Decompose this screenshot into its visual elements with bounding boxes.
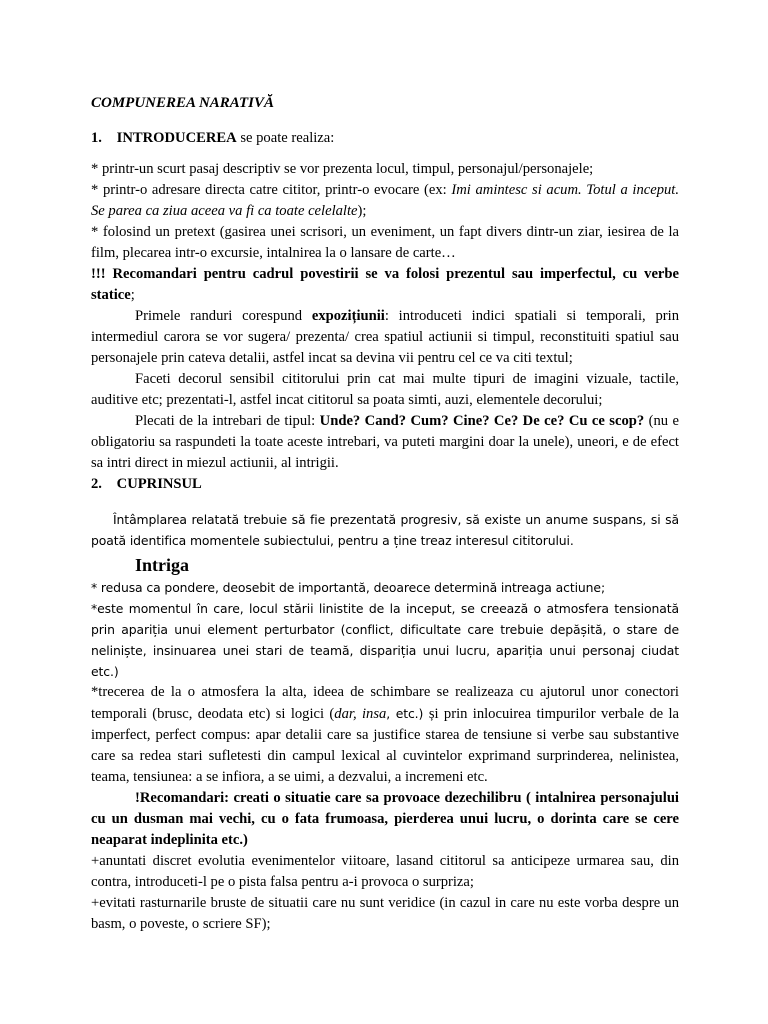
- document-title: COMPUNEREA NARATIVĂ: [91, 95, 274, 111]
- paragraph-expozitiune: Primele randuri corespund expozițiunii: introduceti indici spatiali si temporali, prin intermediul carora se vor sugera/ prezenta/ crea spatiul actiunii si timpul, reconstituiti spatiul sau personajele prin cateva detalii, astfel incat sa devina vii pentru cel ce va citi textul;: [91, 308, 679, 366]
- recommendation-cadru: !!! Recomandari pentru cadrul povestirii se va folosi prezentul sau imperfectul, cu verbe statice;: [91, 266, 679, 303]
- plus-item-anticipate: +anuntati discret evolutia evenimentelor viitoare, lasand cititorul sa anticipeze urmarea sau, din contra, introduceti-l pe o pista falsa pentru a-i provoca o surpriza;: [91, 853, 679, 890]
- intriga-item-trecere: *trecerea de la o atmosfera la alta, ideea de schimbare se realizeaza cu ajutorul unor conectori temporali (brusc, deodata etc) si logici (dar, insa, etc.) și prin inlocuirea timpurilor verbale de la imperfect, perfect compus: apar detalii care sa justifice starea de tensiune si verbe sau substantive care sa redea stari sufletesti din campul lexical al cuvintelor exprimand surprinderea, nelinistea, teama, tensiunea: a se infiora, a se uimi, a dezvalui, a incremeni etc.: [91, 684, 679, 785]
- intro-example-italic: Imi amintesc si acum. Totul a inceput. Se parea ca ziua aceea va fi ca toate celelalte: [91, 182, 679, 219]
- term-expozitiune: expozițiunii: [311, 308, 385, 324]
- section-number: 2.: [91, 476, 102, 492]
- plus-item-avoid: +evitati rasturnarile bruste de situatii care nu sunt veridice (in cazul in care nu este vorba despre un basm, o poveste, o scriere SF);: [91, 895, 679, 932]
- intro-item-address: * printr-o adresare directa catre cititor, printr-o evocare (ex: Imi amintesc si acum. Totul a inceput. Se parea ca ziua aceea va fi ca toate celelalte);: [91, 182, 679, 219]
- subheading-intriga: Intriga: [135, 555, 189, 575]
- paragraph-decor: Faceti decorul sensibil cititorului prin cat mai multe tipuri de imagini vizuale, tactile, auditive etc; prezentati-l, astfel incat cititorul sa poata simti, auzi, elementele decorului;: [91, 371, 679, 408]
- paragraph-cuprins: Întâmplarea relatată trebuie să fie prezentată progresiv, să existe un anume suspans, si să poată identifica momentele subiectului, pentru a ține treaz interesul cititorului.: [91, 512, 679, 548]
- intriga-item-moment: *este momentul în care, locul stării linistite de la inceput, se creează o atmosfera tensionată prin apariția unui element perturbator (conflict, dificultate care trebuie depășită, o stare de neliniște, insinuarea unei stari de teamă, dispariția unui lucru, apariția unui personaj ciudat etc.): [91, 601, 679, 679]
- section-cuprinsul-heading: [91, 474, 679, 495]
- section-introducerea-heading: [91, 128, 679, 149]
- intro-item-descriptive: * printr-un scurt pasaj descriptiv se vor prezenta locul, timpul, personajul/personajele;: [91, 161, 594, 177]
- section-number: 1.: [91, 130, 102, 146]
- intro-item-pretext: * folosind un pretext (gasirea unei scrisori, un eveniment, un fapt divers dintr-un ziar, iesirea de la film, plecarea intr-o excursie, intalnirea la o lansare de carte…: [91, 224, 679, 261]
- question-list: Unde? Cand? Cum? Cine? Ce? De ce? Cu ce scop?: [319, 413, 645, 429]
- intriga-item-pondere: * redusa ca pondere, deosebit de importantă, deoarece determină intreaga actiune;: [91, 580, 606, 595]
- paragraph-questions: Plecati de la intrebari de tipul: Unde? Cand? Cum? Cine? Ce? De ce? Cu ce scop? (nu e obligatoriu sa raspundeti la toate aceste intrebari, va puteti margini doar la unele), uneori, e de efect sa intri direct in miezul actiunii, al intrigii.: [91, 413, 679, 471]
- section-rest: se poate realiza:: [236, 130, 335, 146]
- section-name: INTRODUCEREA: [116, 130, 237, 146]
- section-name: CUPRINSUL: [116, 476, 202, 492]
- document-page: [91, 92, 679, 935]
- recommendation-dezechilibru: !Recomandari: creati o situatie care sa provoace dezechilibru ( intalnirea personajului cu un dusman mai vechi, cu o fata frumoasa, pierderea unui lucru, o dorinta care se cere neaparat indeplinita etc.): [91, 790, 679, 848]
